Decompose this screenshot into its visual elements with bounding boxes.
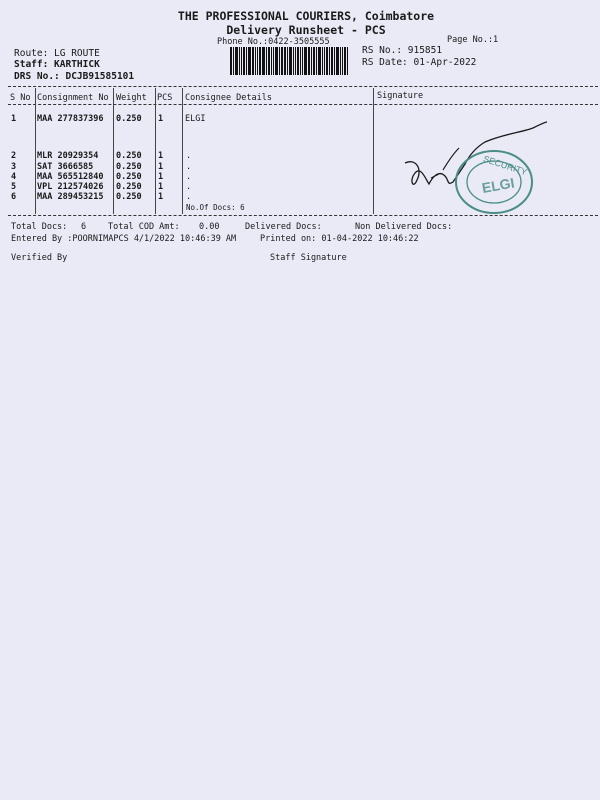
barcode-image xyxy=(230,47,358,75)
row-weight: 0.250 xyxy=(116,182,142,192)
total-docs-value: 6 xyxy=(81,222,87,232)
route-label: Route: LG ROUTE xyxy=(14,48,100,59)
header-consignee: Consignee Details xyxy=(185,93,272,103)
non-delivered-docs-label: Non Delivered Docs: xyxy=(355,222,453,232)
row-sno: 3 xyxy=(11,162,17,172)
total-cod-value: 0.00 xyxy=(199,222,220,232)
row-pcs: 1 xyxy=(158,151,164,161)
printed-on: Printed on: 01-04-2022 10:46:22 xyxy=(260,234,419,244)
barcode-bar xyxy=(302,47,303,75)
barcode-bar xyxy=(262,47,265,75)
barcode-bar xyxy=(342,47,343,75)
barcode-bar xyxy=(289,47,292,75)
total-cod-label: Total COD Amt: xyxy=(108,222,180,232)
row-weight: 0.250 xyxy=(116,162,142,172)
column-divider xyxy=(182,88,183,214)
barcode-bar xyxy=(284,47,286,75)
barcode-bar xyxy=(257,47,258,75)
barcode-bar xyxy=(246,47,247,75)
staff-signature-label: Staff Signature xyxy=(270,253,347,263)
row-pcs: 1 xyxy=(158,172,164,182)
barcode-bar xyxy=(308,47,310,75)
row-consignee: . xyxy=(186,182,192,192)
column-divider xyxy=(113,88,114,214)
rs-date: RS Date: 01-Apr-2022 xyxy=(362,57,477,68)
barcode-bar xyxy=(336,47,339,75)
page-number: Page No.:1 xyxy=(447,35,499,45)
stamp-center-text: ELGI xyxy=(480,174,516,196)
barcode-bar xyxy=(259,47,261,75)
barcode-bar xyxy=(271,47,272,75)
table-header-rule xyxy=(8,104,598,105)
table-top-rule xyxy=(8,86,598,87)
barcode-bar xyxy=(266,47,267,75)
rs-number: RS No.: 915851 xyxy=(362,45,443,56)
barcode-bar xyxy=(243,47,245,75)
row-consignment: MAA 289453215 xyxy=(37,192,104,202)
row-consignment: VPL 212574026 xyxy=(37,182,104,192)
row-sno: 4 xyxy=(11,172,17,182)
barcode-bar xyxy=(295,47,296,75)
barcode-bar xyxy=(340,47,341,75)
row-consignee: . xyxy=(186,192,192,202)
entered-by: Entered By :POORNIMAPCS 4/1/2022 10:46:39 AM xyxy=(11,234,237,244)
barcode-bar xyxy=(233,47,234,75)
row-weight: 0.250 xyxy=(116,192,142,202)
row-weight: 0.250 xyxy=(116,172,142,182)
document-title: Delivery Runsheet - PCS xyxy=(226,23,386,37)
drs-number: DRS No.: DCJB91585101 xyxy=(14,71,135,82)
barcode-bar xyxy=(255,47,256,75)
barcode-bar xyxy=(248,47,251,75)
barcode-bar xyxy=(275,47,278,75)
delivered-docs-label: Delivered Docs: xyxy=(245,222,322,232)
header-consignment: Consignment No xyxy=(37,93,109,103)
header-signature: Signature xyxy=(377,91,424,101)
barcode-bar xyxy=(252,47,254,75)
barcode-bar xyxy=(241,47,242,75)
barcode-bar xyxy=(293,47,294,75)
barcode-bar xyxy=(331,47,333,75)
row-sno: 2 xyxy=(11,151,17,161)
barcode-bar xyxy=(316,47,317,75)
column-divider xyxy=(155,88,156,214)
row-pcs: 1 xyxy=(158,182,164,192)
barcode-bar xyxy=(297,47,299,75)
row-consignee: . xyxy=(186,172,192,182)
column-divider xyxy=(35,88,36,214)
barcode-bar xyxy=(273,47,274,75)
total-docs-label: Total Docs: xyxy=(11,222,68,232)
barcode-bar xyxy=(313,47,315,75)
security-stamp xyxy=(452,145,538,217)
row-pcs: 1 xyxy=(158,114,164,124)
barcode-bar xyxy=(239,47,240,75)
row-consignee: ELGI xyxy=(185,114,206,124)
barcode-bar xyxy=(281,47,283,75)
barcode-bar xyxy=(324,47,325,75)
barcode-bar xyxy=(300,47,301,75)
row-consignment: MAA 565512840 xyxy=(37,172,104,182)
stamp-top-text: SECURITY xyxy=(481,153,529,178)
row-pcs: 1 xyxy=(158,192,164,202)
barcode-bar xyxy=(311,47,312,75)
no-of-docs: No.Of Docs: 6 xyxy=(186,203,245,212)
row-consignment: MAA 277837396 xyxy=(37,114,104,124)
row-consignment: MLR 20929354 xyxy=(37,151,99,161)
row-sno: 5 xyxy=(11,182,17,192)
row-consignee: . xyxy=(186,162,192,172)
barcode-bar xyxy=(334,47,335,75)
row-sno: 6 xyxy=(11,192,17,202)
barcode-bar xyxy=(347,47,348,75)
barcode-bar xyxy=(344,47,346,75)
header-weight: Weight xyxy=(116,93,147,103)
barcode-bar xyxy=(304,47,307,75)
barcode-bar xyxy=(279,47,280,75)
barcode-bar xyxy=(268,47,270,75)
barcode-bar xyxy=(287,47,288,75)
staff-label: Staff: KARTHICK xyxy=(14,59,100,70)
barcode-bar xyxy=(322,47,323,75)
company-name: THE PROFESSIONAL COURIERS, Coimbatore xyxy=(177,9,435,23)
barcode-bar xyxy=(329,47,330,75)
barcode-bar xyxy=(230,47,232,75)
row-weight: 0.250 xyxy=(116,114,142,124)
header-sno: S No xyxy=(10,93,31,103)
barcode-bar xyxy=(326,47,328,75)
barcode-bar xyxy=(318,47,321,75)
barcode-bar xyxy=(235,47,238,75)
header-pcs: PCS xyxy=(157,93,173,103)
row-weight: 0.250 xyxy=(116,151,142,161)
row-consignee: . xyxy=(186,151,192,161)
verified-by-label: Verified By xyxy=(11,253,68,263)
row-sno: 1 xyxy=(11,114,17,124)
column-divider xyxy=(373,88,374,214)
row-consignment: SAT 3666585 xyxy=(37,162,94,172)
phone-number: Phone No.:0422-3505555 xyxy=(217,37,330,47)
row-pcs: 1 xyxy=(158,162,164,172)
